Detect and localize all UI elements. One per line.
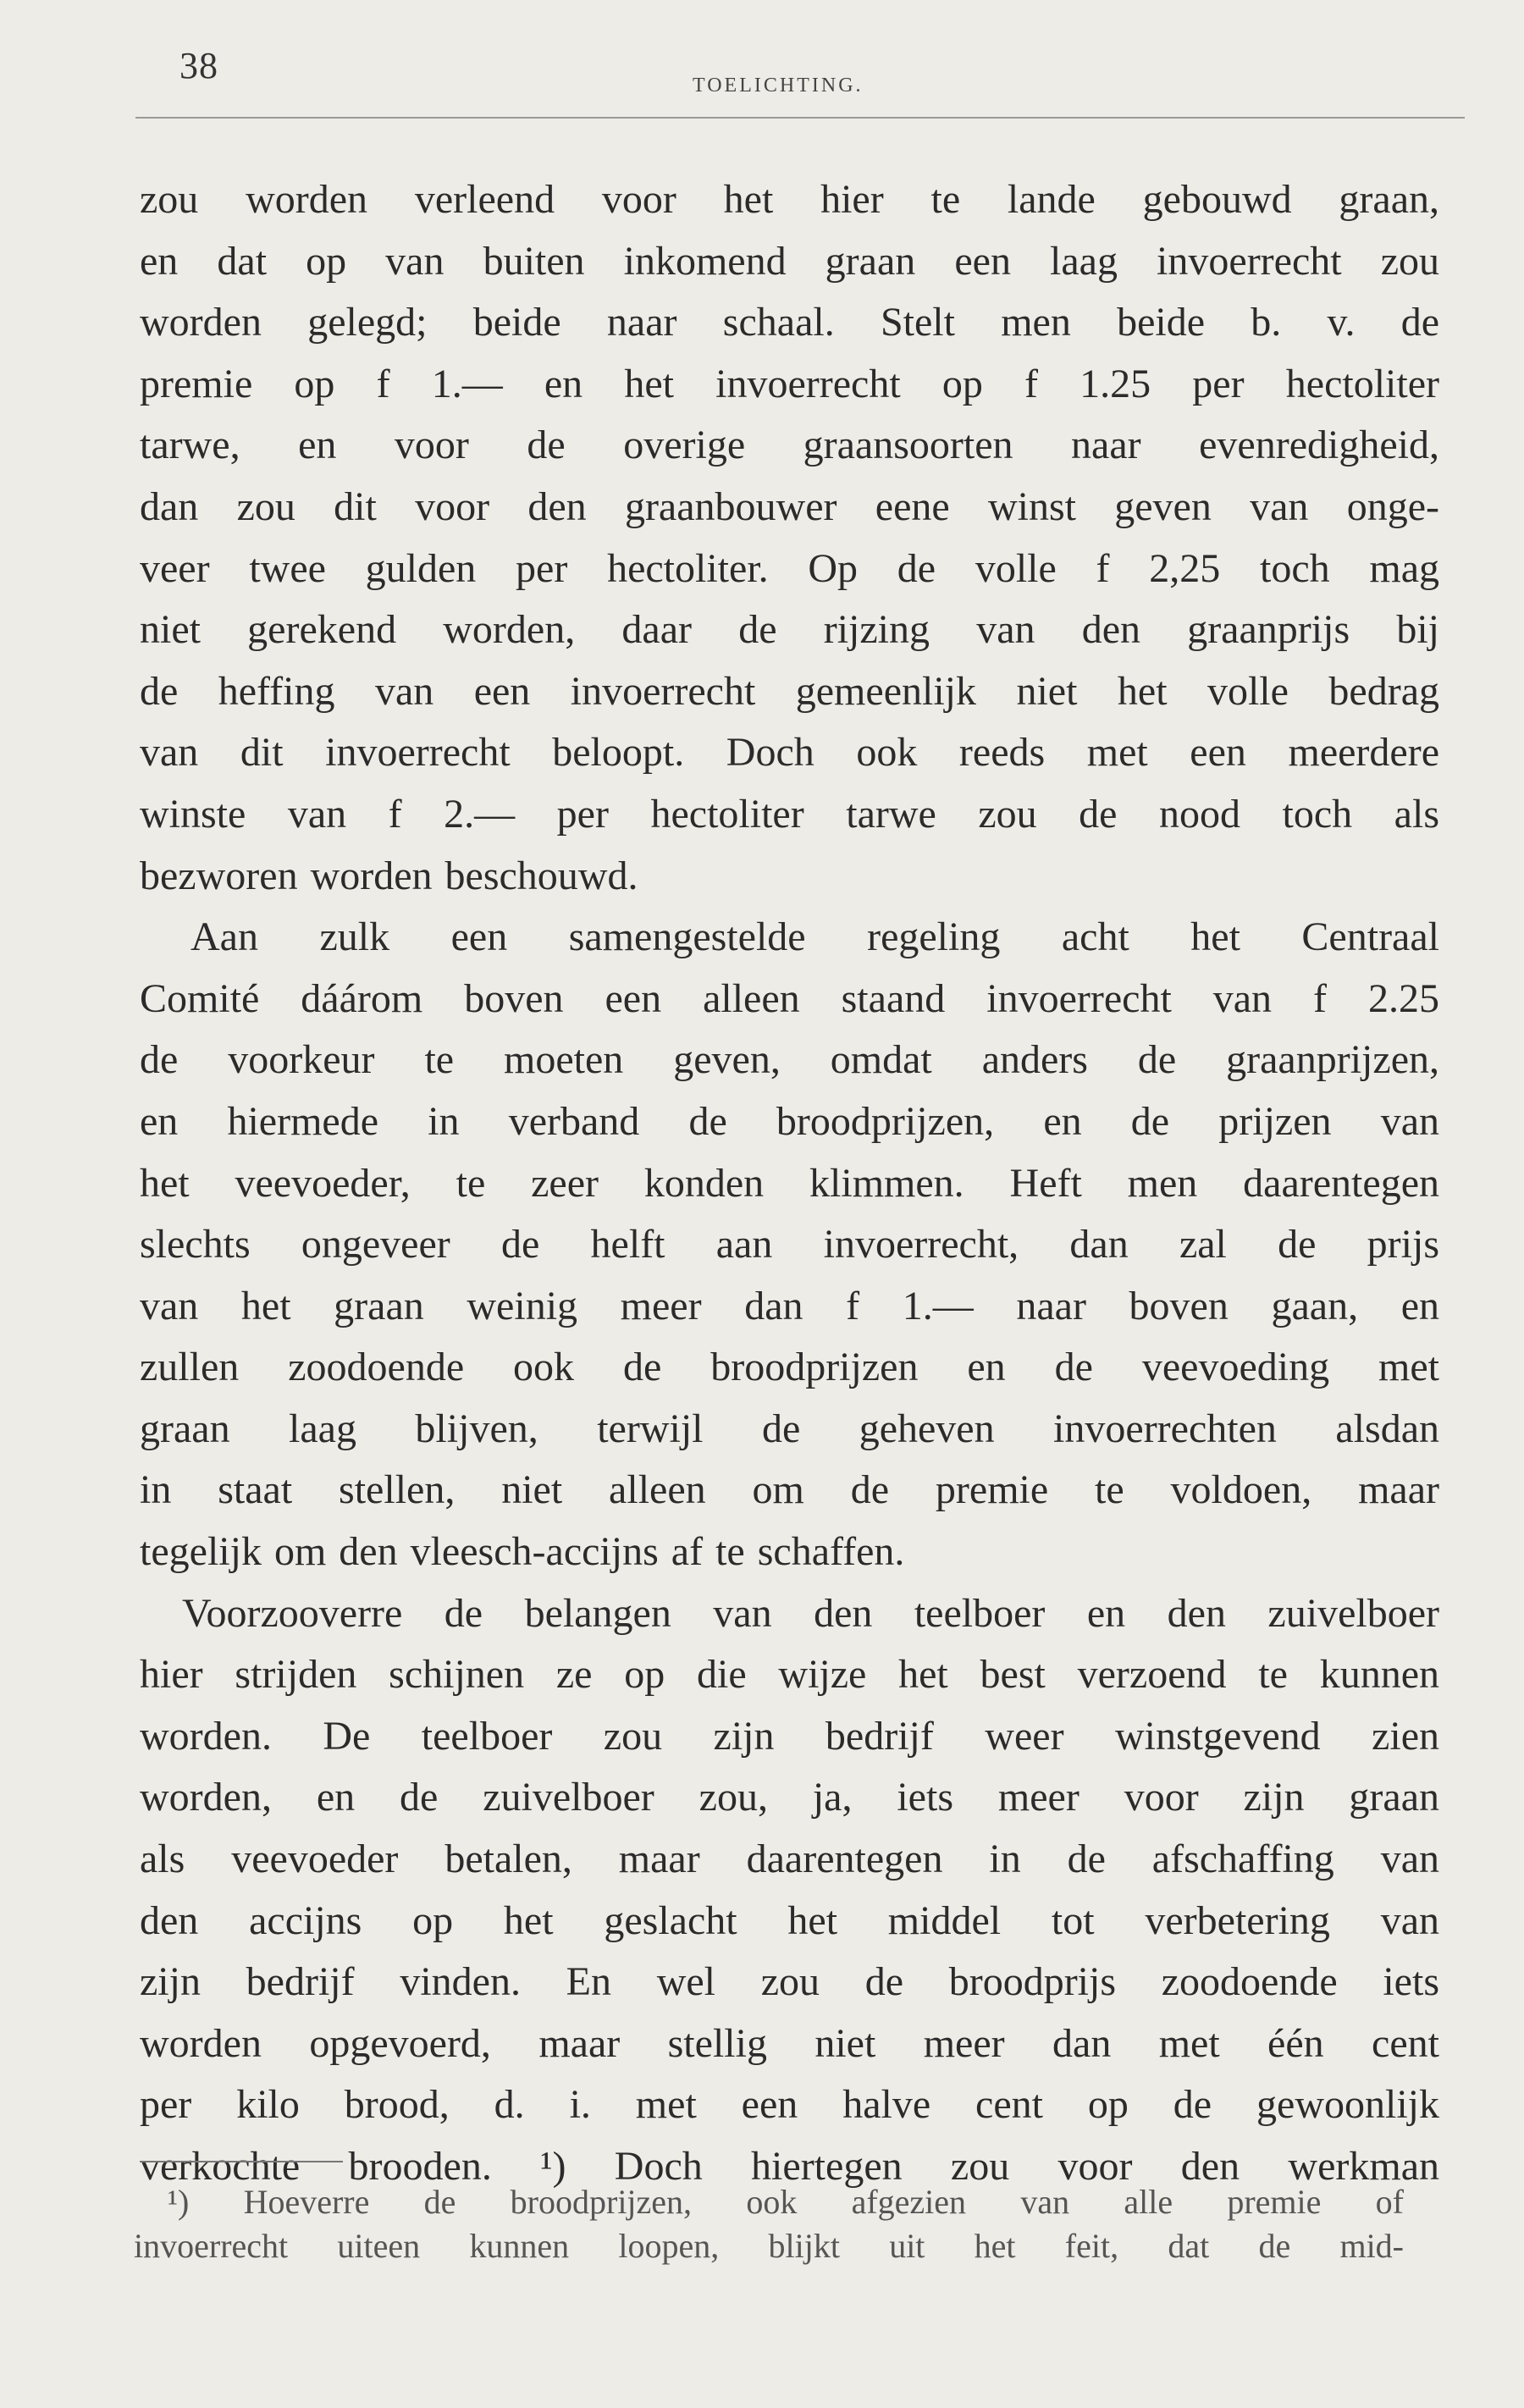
text-line: de heffing van een invoerrecht gemeenlijk niet het volle bedrag bbox=[140, 668, 1439, 714]
text-line: worden, en de zuivelboer zou, ja, iets meer voor zijn graan bbox=[140, 1775, 1439, 1820]
text-line: den accijns op het geslacht het middel tot verbetering van bbox=[140, 1897, 1439, 1943]
text-line: als veevoeder betalen, maar daarentegen in de afschaffing van bbox=[140, 1836, 1439, 1882]
text-line: zullen zoodoende ook de broodprijzen en de veevoeding met bbox=[140, 1345, 1439, 1390]
header-rule bbox=[135, 117, 1465, 119]
text-line: zou worden verleend voor het hier te lande gebouwd graan, bbox=[140, 177, 1439, 222]
text-line: tarwe, en voor de overige graansoorten naar evenredigheid, bbox=[140, 423, 1439, 468]
paragraph-end-line: tegelijk om den vleesch-accijns af te schaffen. bbox=[140, 1529, 905, 1575]
text-line: zijn bedrijf vinden. En wel zou de broodprijs zoodoende iets bbox=[140, 1959, 1439, 2005]
running-title: TOELICHTING. bbox=[693, 75, 864, 97]
text-line: het veevoeder, te zeer konden klimmen. Heft men daarentegen bbox=[140, 1160, 1439, 1206]
page-number: 38 bbox=[179, 45, 218, 86]
paragraph-start-line: Voorzooverre de belangen van den teelboer en den zuivelboer bbox=[182, 1590, 1439, 1636]
text-line: dan zou dit voor den graanbouwer eene winst geven van onge- bbox=[140, 483, 1439, 529]
body-text bbox=[140, 169, 1439, 2198]
text-line: worden opgevoerd, maar stellig niet meer dan met één cent bbox=[140, 2020, 1439, 2066]
text-line: veer twee gulden per hectoliter. Op de volle f 2,25 toch mag bbox=[140, 545, 1439, 591]
paragraph-end-line: bezworen worden beschouwd. bbox=[140, 853, 638, 898]
text-line: winste van f 2.— per hectoliter tarwe zou de nood toch als bbox=[140, 791, 1439, 837]
text-line: van het graan weinig meer dan f 1.— naar boven gaan, en bbox=[140, 1283, 1439, 1328]
text-line: en hiermede in verband de broodprijzen, en de prijzen van bbox=[140, 1098, 1439, 1144]
text-line: van dit invoerrecht beloopt. Doch ook reeds met een meerdere bbox=[140, 730, 1439, 776]
text-line: worden. De teelboer zou zijn bedrijf weer winstgevend zien bbox=[140, 1713, 1439, 1759]
text-line: premie op f 1.— en het invoerrecht op f 1.25 per hectoliter bbox=[140, 361, 1439, 406]
text-line: niet gerekend worden, daar de rijzing van den graanprijs bij bbox=[140, 607, 1439, 653]
footnote-rule bbox=[140, 2161, 343, 2162]
text-line: slechts ongeveer de helft aan invoerrecht, dan zal de prijs bbox=[140, 1222, 1439, 1268]
text-line: verkochte brooden. ¹) Doch hiertegen zou voor den werkman bbox=[140, 2144, 1439, 2189]
text-line: per kilo brood, d. i. met een halve cent op de gewoonlijk bbox=[140, 2082, 1439, 2128]
text-line: Comité dáárom boven een alleen staand invoerrecht van f 2.25 bbox=[140, 975, 1439, 1021]
footnote-line: invoerrecht uiteen kunnen loopen, blijkt uit het feit, dat de mid- bbox=[134, 2227, 1404, 2265]
text-line: in staat stellen, niet alleen om de premie te voldoen, maar bbox=[140, 1467, 1439, 1513]
text-line: en dat op van buiten inkomend graan een laag invoerrecht zou bbox=[140, 238, 1439, 284]
paragraph-start-line: Aan zulk een samengestelde regeling acht het Centraal bbox=[190, 914, 1439, 960]
text-line: worden gelegd; beide naar schaal. Stelt men beide b. v. de bbox=[140, 300, 1439, 345]
text-line: de voorkeur te moeten geven, omdat anders de graanprijzen, bbox=[140, 1037, 1439, 1083]
text-line: graan laag blijven, terwijl de geheven invoerrechten alsdan bbox=[140, 1406, 1439, 1451]
text-line: hier strijden schijnen ze op die wijze het best verzoend te kunnen bbox=[140, 1652, 1439, 1698]
footnote-line: ¹) Hoeverre de broodprijzen, ook afgezien van alle premie of bbox=[168, 2183, 1404, 2221]
footnotes bbox=[134, 2180, 1404, 2268]
